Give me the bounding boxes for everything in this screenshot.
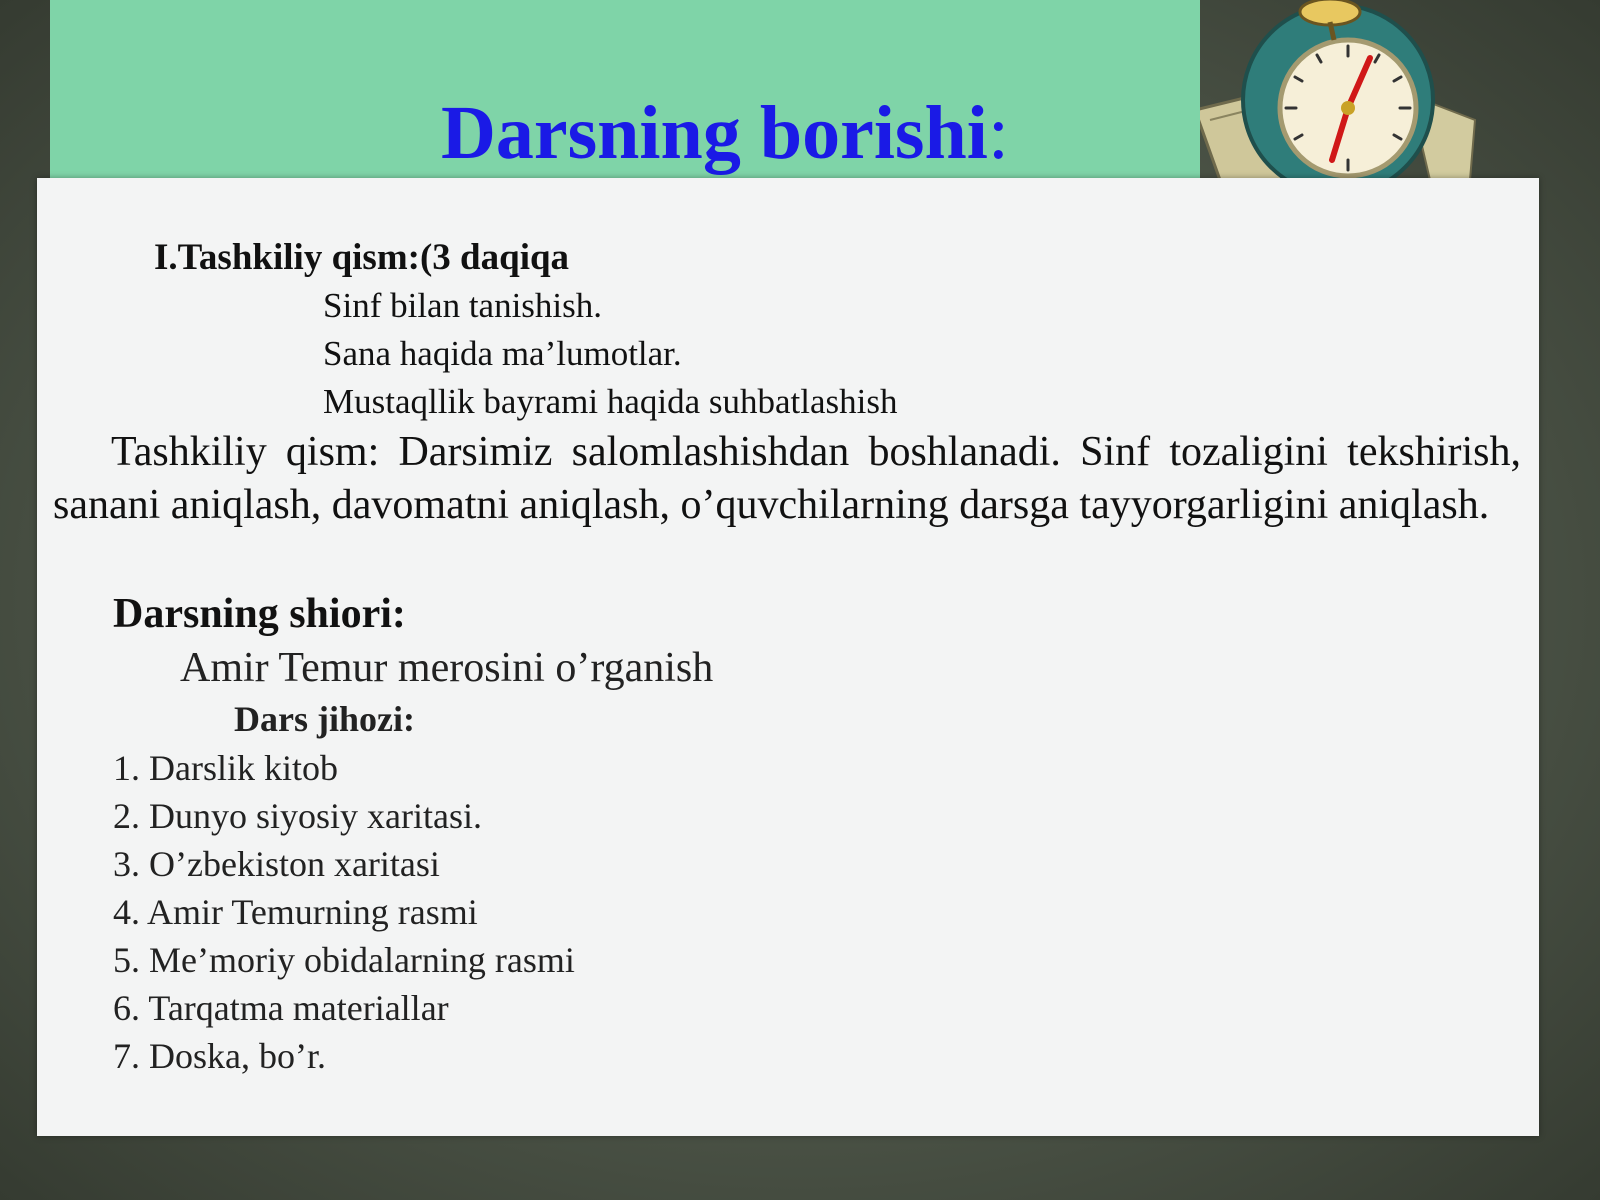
list-item: 3. O’zbekiston xaritasi (113, 844, 440, 884)
organizational-item: Mustaqllik bayrami haqida suhbatlashish (323, 382, 898, 421)
slide-title (0, 88, 1450, 178)
list-item: 5. Me’moriy obidalarning rasmi (113, 940, 575, 980)
organizational-item: Sana haqida ma’lumotlar. (323, 334, 682, 373)
slide-title-text: Darsning borishi (440, 91, 988, 175)
content-panel (37, 178, 1539, 1136)
organizational-item: Sinf bilan tanishish. (323, 286, 603, 325)
list-item: 2. Dunyo siyosiy xaritasi. (113, 796, 482, 836)
equipment-list (113, 744, 575, 1080)
list-item: 6. Tarqatma materiallar (113, 988, 449, 1028)
equipment-heading: Dars jihozi: (234, 699, 415, 739)
list-item: 4. Amir Temurning rasmi (113, 892, 478, 932)
list-item: 7. Doska, bo’r. (113, 1036, 326, 1076)
organizational-paragraph: Tashkiliy qism: Darsimiz salomlashishdan boshlanadi. Sinf tozaligini tekshirish, sanani aniqlash, davomatni aniqlash, o’quvchilarning darsga tayyorgarligini aniqlash. (53, 429, 1521, 528)
slide-title-colon: : (987, 91, 1010, 175)
organizational-heading: I.Tashkiliy qism:(3 daqiqa (154, 237, 570, 278)
list-item: 1. Darslik kitob (113, 748, 338, 788)
motto-text: Amir Temur merosini o’rganish (180, 645, 714, 691)
motto-heading: Darsning shiori: (113, 591, 406, 637)
